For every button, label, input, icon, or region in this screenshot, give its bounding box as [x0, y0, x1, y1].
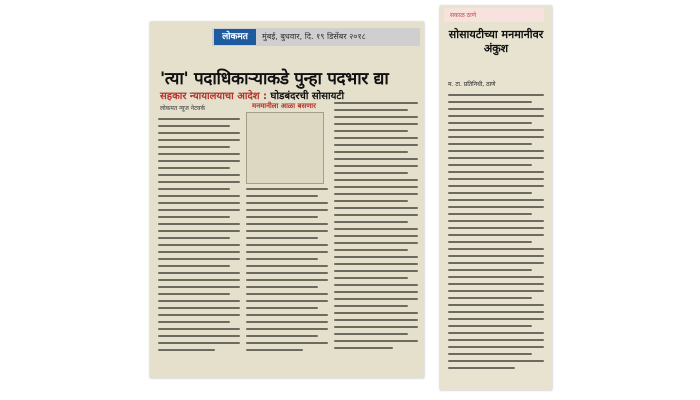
byline: लोकमत न्यूज नेटवर्क	[160, 105, 206, 112]
newspaper-clipping-left	[150, 22, 424, 378]
body-column-3	[334, 102, 418, 368]
masthead	[212, 28, 420, 46]
top-strip	[444, 8, 544, 22]
article-headline: 'त्या' पदाधिकाऱ्याकडे पुन्हा पदभार द्या	[160, 69, 389, 89]
dateline-right: म. टा. प्रतिनिधी, ठाणे	[448, 81, 496, 88]
masthead-dateline: मुंबई, बुधवार, दि. १९ डिसेंबर २०१८	[262, 32, 366, 41]
article-subhead	[160, 88, 416, 102]
body-column-right	[448, 94, 544, 384]
body-column-2	[246, 188, 328, 368]
subhead-black: घोडबंदरची सोसायटी	[270, 91, 345, 102]
body-column-1	[158, 118, 240, 368]
highlight-box	[246, 112, 324, 184]
newspaper-logo: लोकमत	[214, 29, 256, 45]
box-title: मनमानीला आळा बसणार	[252, 102, 316, 110]
top-strip-label: सकाळ ठाणे	[450, 12, 477, 19]
subhead-red: सहकार न्यायालयाचा आदेश :	[160, 91, 268, 102]
newspaper-clipping-right	[440, 6, 552, 390]
article-headline-right: सोसायटीच्या मनमानीवर अंकुश	[448, 28, 544, 55]
